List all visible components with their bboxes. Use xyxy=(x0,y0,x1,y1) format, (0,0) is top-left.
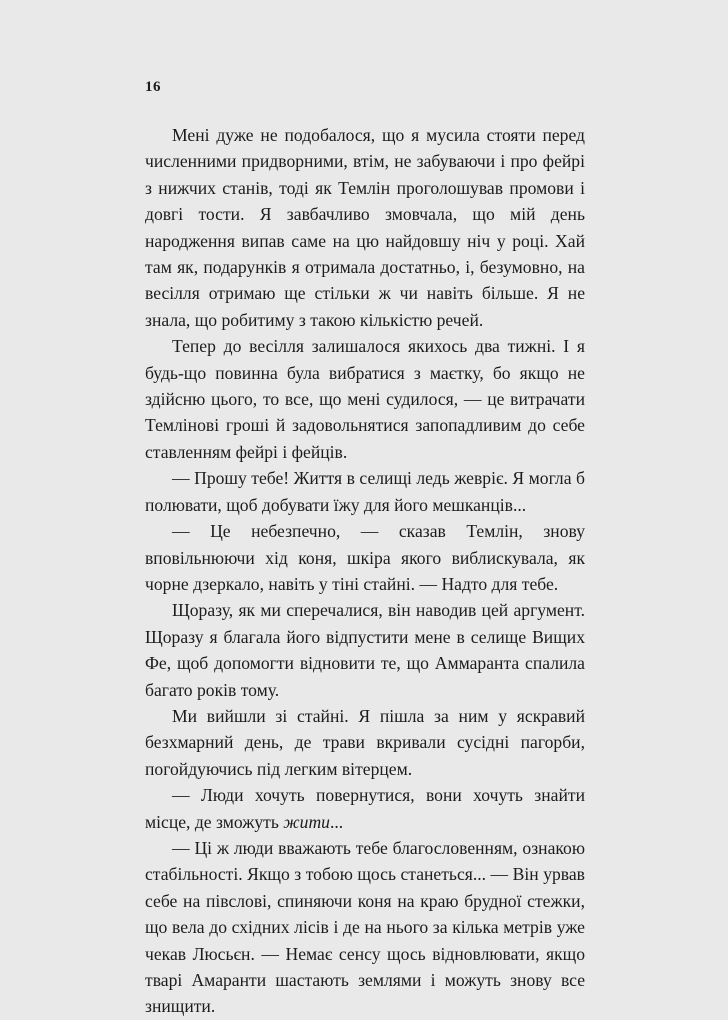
paragraph: Щоразу, як ми сперечалися, він наводив цей аргумент. Щоразу я благала його відпустити мене в селище Вищих Фе, щоб допомогти відновити те, що Аммаранта спалила багато років тому. xyxy=(145,600,585,700)
paragraph xyxy=(145,782,585,835)
paragraph: — Це небезпечно, — сказав Темлін, знову вповільнюючи хід коня, шкіра якого виблискувала, як чорне дзеркало, навіть у тіні стайні. — Надто для тебе. xyxy=(145,521,585,594)
body-text xyxy=(145,122,585,1020)
paragraph: Мені дуже не подобалося, що я мусила стояти перед численними придворними, втім, не забуваючи і про фейрі з нижчих станів, тоді як Темлін проголошував промови і довгі тости. Я завбачливо змовчала, що мій день народження випав саме на цю найдовшу ніч у році. Хай там як, подарунків я отримала достатньо, і, безумовно, на весілля отримаю ще стільки ж чи навіть більше. Я не знала, що робитиму з такою кількістю речей. xyxy=(145,125,585,330)
paragraph: Ми вийшли зі стайні. Я пішла за ним у яскравий безхмарний день, де трави вкривали сусідні пагорби, погойдуючись під легким вітерцем. xyxy=(145,705,585,779)
paragraph-text: — Люди хочуть повернутися, вони хочуть знайти місце, де зможуть xyxy=(145,785,585,832)
page-number: 16 xyxy=(145,79,161,95)
paragraph: — Прошу тебе! Життя в селищі ледь жевріє. Я могла б полювати, щоб добувати їжу для його мешканців... xyxy=(145,468,585,515)
paragraph: — Ці ж люди вважають тебе благословенням, ознакою стабільності. Якщо з тобою щось станеться... — Він урвав себе на півслові, спиняючи коня на краю брудної стежки, що вела до східних лісів і де на нього за кілька метрів уже чекав Люсьєн. — Немає сенсу щось відновлювати, якщо тварі Амаранти шастають землями і можуть знову все знищити. xyxy=(145,837,585,1017)
emphasis-text: жити xyxy=(283,811,330,832)
paragraph-text: ... xyxy=(329,811,344,832)
paragraph: Тепер до весілля залишалося якихось два тижні. І я будь-що повинна була вибратися з маєтку, бо якщо не здійсню цього, то все, що мені судилося, — це витрачати Темлінові гроші й задовольнятися запопадливим до себе ставленням фейрі і фейців. xyxy=(145,336,585,462)
